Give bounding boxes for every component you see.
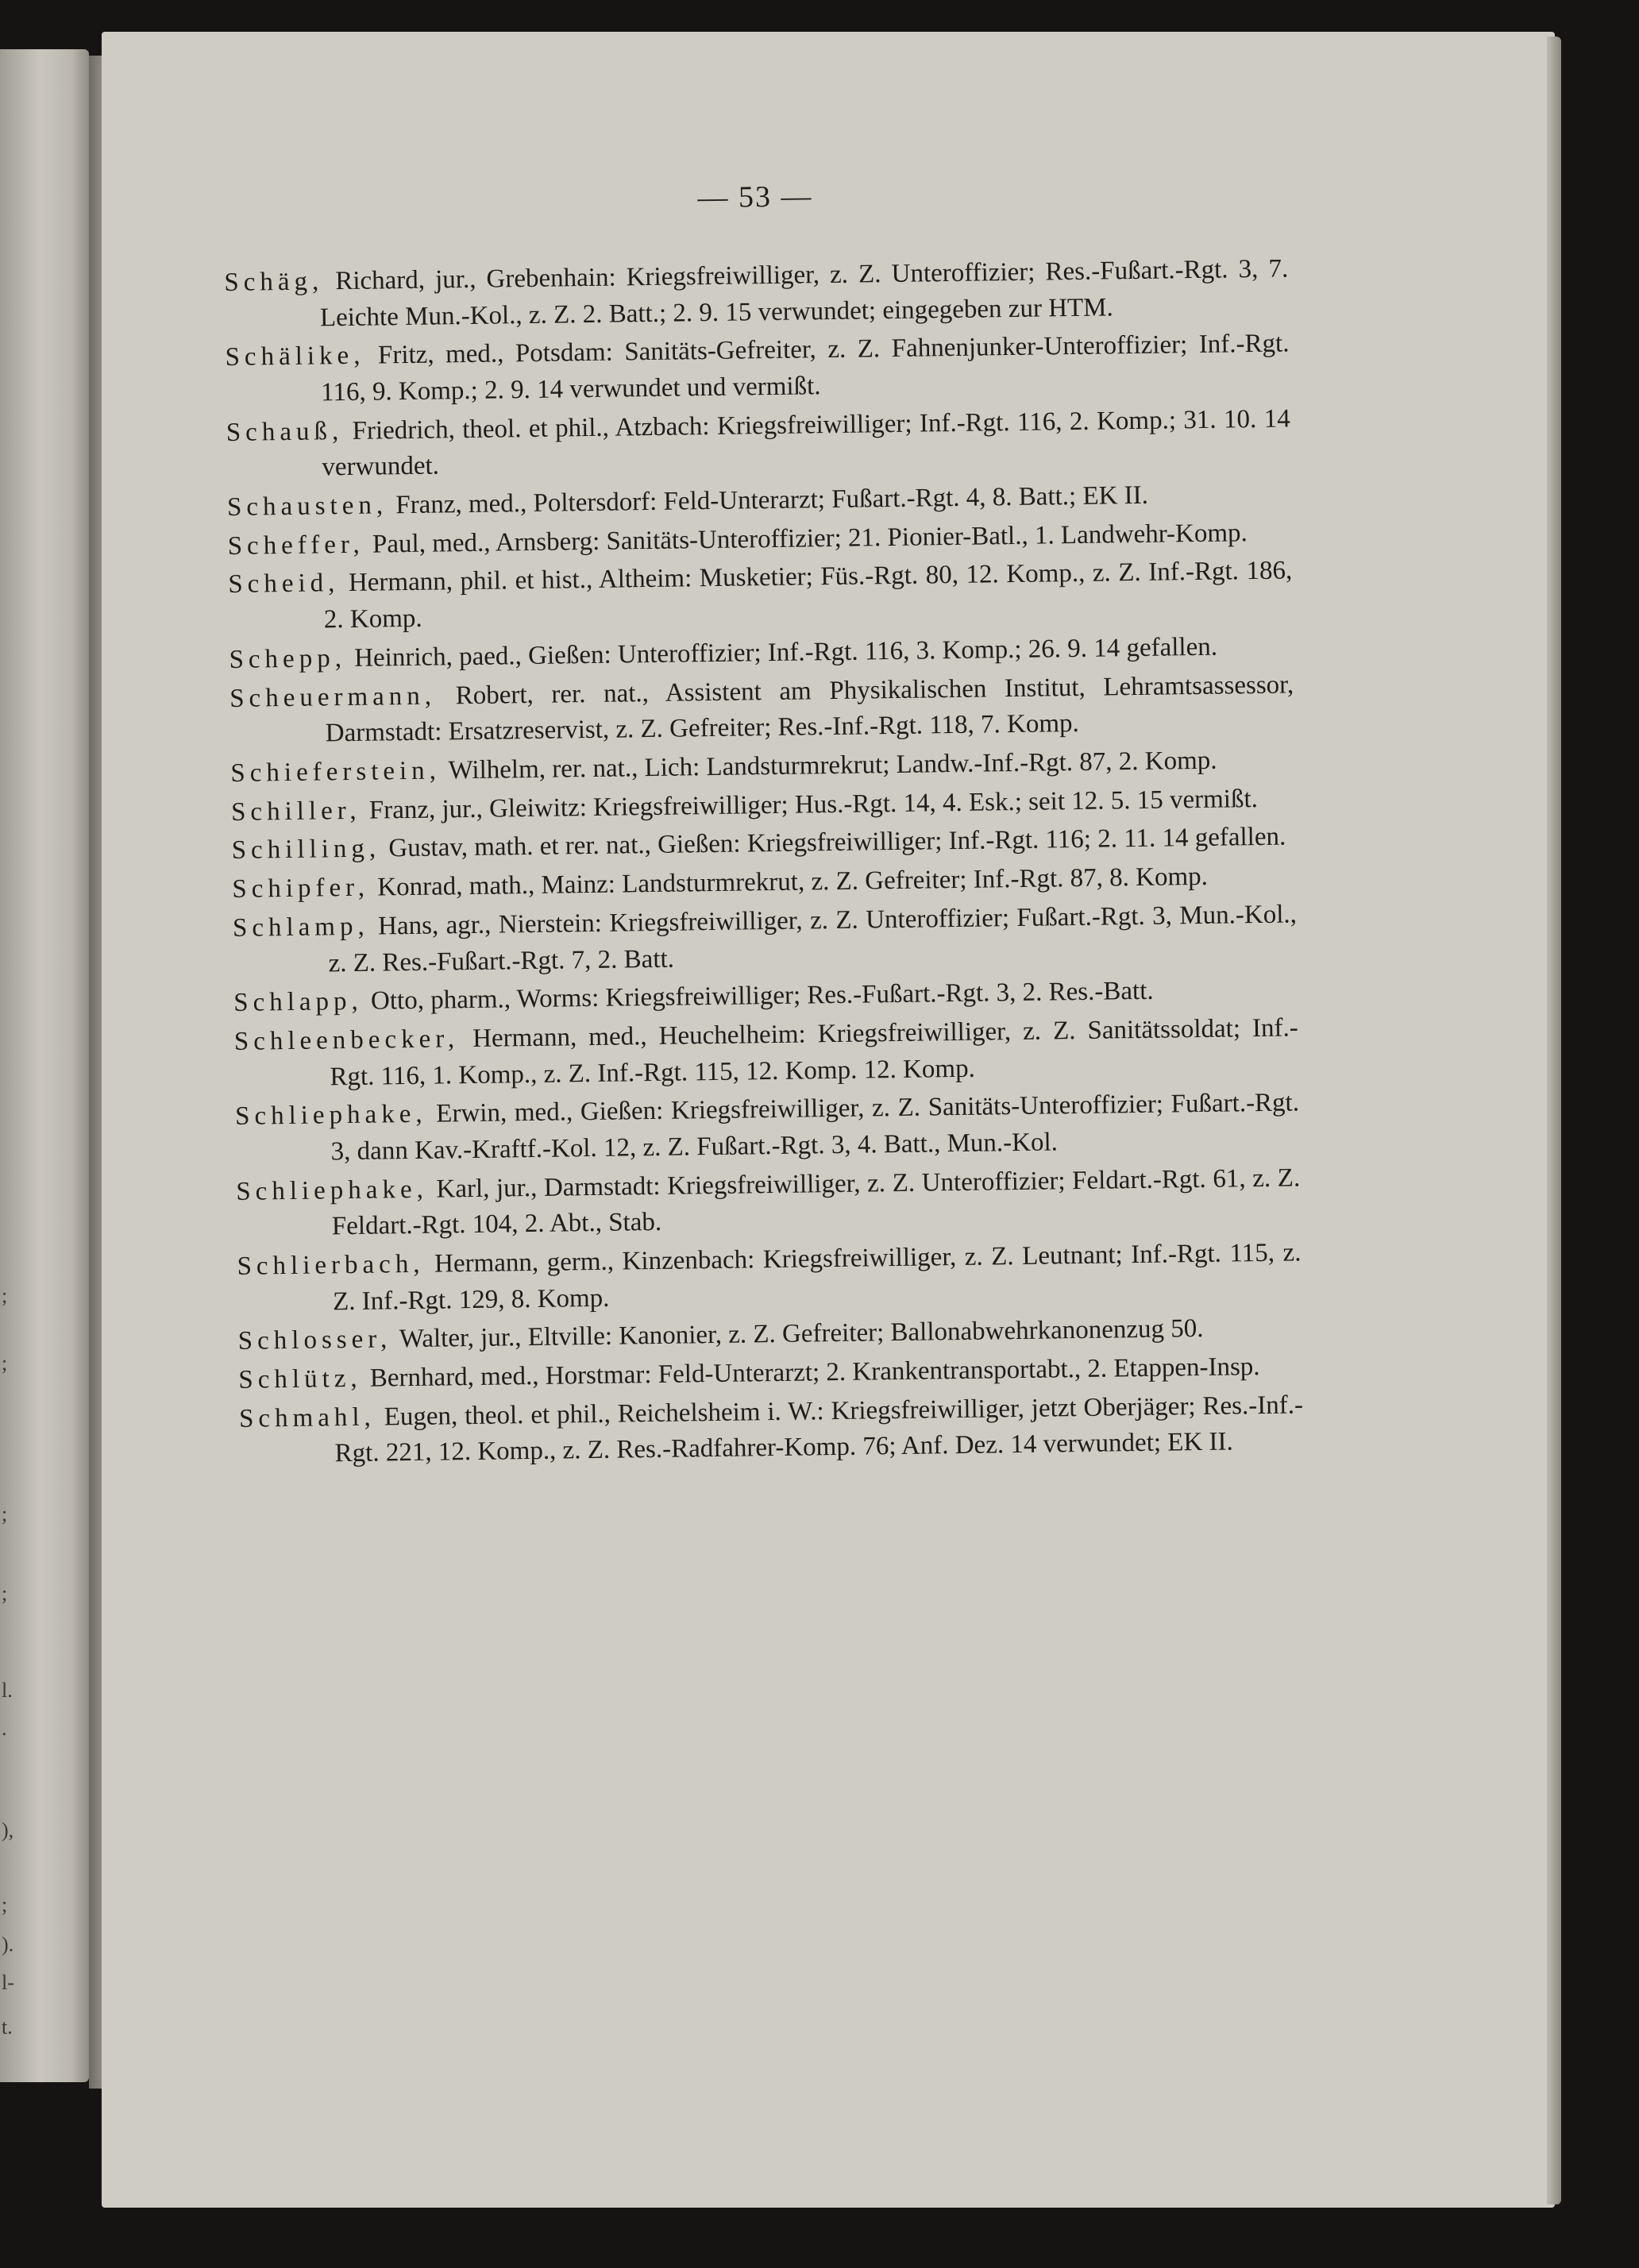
entry-text: Franz, jur., Gleiwitz: Kriegsfreiwilliger; Hus.-Rgt. 14, 4. Esk.; seit 12. 5. 15 vermißt. — [368, 784, 1259, 825]
list-item — [236, 1160, 1301, 1247]
entry-text: Bernhard, med., Horstmar: Feld-Unterarzt; 2. Krankentransportabt., 2. Etappen-Insp. — [369, 1352, 1260, 1393]
list-item — [229, 667, 1294, 754]
list-item — [239, 1387, 1304, 1474]
entry-surname: Schauß, — [226, 416, 344, 447]
entry-surname: Scheuermann, — [229, 681, 437, 713]
entry-surname: Schlierbach, — [237, 1249, 425, 1281]
entry-text: Hermann, med., Heuchelheim: Kriegsfreiwilliger, z. Z. Sanitätssoldat; Inf.-Rgt. 116, 1. Komp., z. Z. Inf.-Rgt. 115, 12. Komp. 12. Komp. — [330, 1013, 1298, 1091]
entry-surname: Schleenbecker, — [233, 1024, 460, 1057]
margin-mark: ), — [2, 1819, 14, 1842]
entry-text: Friedrich, theol. et phil., Atzbach: Kriegsfreiwilliger; Inf.-Rgt. 116, 2. Komp.; 31. 10. 14 verwundet. — [322, 404, 1290, 482]
entry-text: Heinrich, paed., Gießen: Unteroffizier; Inf.-Rgt. 116, 3. Komp.; 26. 9. 14 gefallen. — [353, 632, 1218, 673]
entry-text: Hermann, germ., Kinzenbach: Kriegsfreiwilliger, z. Z. Leutnant; Inf.-Rgt. 115, z. Z. Inf.-Rgt. 129, 8. Komp. — [332, 1238, 1302, 1316]
entry-text: Robert, rer. nat., Assistent am Physikalischen Institut, Lehramtsassessor, Darmstadt: Ersatzreservist, z. Z. Gefreiter; Res.-Inf.-Rgt. 118, 7. Komp. — [325, 669, 1294, 748]
margin-mark: . — [2, 1717, 7, 1740]
entry-surname: Schälike, — [225, 341, 365, 372]
entry-surname: Schlosser, — [237, 1325, 392, 1356]
list-item — [233, 897, 1298, 983]
entry-text: Wilhelm, rer. nat., Lich: Landsturmrekrut; Landw.-Inf.-Rgt. 87, 2. Komp. — [448, 746, 1217, 785]
entry-surname: Schepp, — [229, 643, 347, 674]
entry-surname: Schlütz, — [238, 1364, 362, 1395]
entry-text: Hans, agr., Nierstein: Kriegsfreiwilliger, z. Z. Unteroffizier; Fußart.-Rgt. 3, Mun.-Kol., z. Z. Res.-Fußart.-Rgt. 7, 2. Batt. — [328, 900, 1298, 978]
entry-surname: Schiller, — [230, 796, 361, 827]
entry-surname: Schliephake, — [234, 1100, 427, 1132]
entry-text: Gustav, math. et rer. nat., Gießen: Kriegsfreiwilliger; Inf.-Rgt. 116; 2. 11. 14 gefallen. — [388, 823, 1286, 863]
entry-text: Paul, med., Arnsberg: Sanitäts-Unteroffizier; 21. Pionier-Batl., 1. Landwehr-Komp. — [372, 518, 1248, 559]
list-item — [226, 401, 1291, 488]
entry-text: Fritz, med., Potsdam: Sanitäts-Gefreiter, z. Z. Fahnenjunker-Unteroffizier; Inf.-Rgt. 116, 9. Komp.; 2. 9. 14 verwundet und vermißt. — [320, 329, 1290, 407]
left-page-edge — [0, 49, 89, 2082]
list-item — [235, 1086, 1300, 1172]
list-item — [224, 251, 1289, 338]
margin-mark: l- — [2, 1971, 14, 1994]
page-number: — 53 — — [697, 179, 813, 215]
entry-surname: Scheid, — [228, 569, 340, 600]
entry-surname: Scheffer, — [227, 530, 365, 561]
text-column — [224, 179, 1304, 1476]
entry-surname: Schipfer, — [232, 873, 370, 904]
margin-mark: l. — [2, 1679, 13, 1702]
entry-text: Walter, jur., Eltville: Kanonier, z. Z. Gefreiter; Ballonabwehrkanonenzug 50. — [399, 1314, 1204, 1354]
margin-mark: t. — [2, 2015, 13, 2038]
entry-text: Richard, jur., Grebenhain: Kriegsfreiwilliger, z. Z. Unteroffizier; Res.-Fußart.-Rgt. 3, 7. Leichte Mun.-Kol., z. Z. 2. Batt.; 2. 9. 15 verwundet; eingegeben zur HTM. — [319, 254, 1289, 332]
entry-text: Karl, jur., Darmstadt: Kriegsfreiwilliger, z. Z. Unteroffizier; Feldart.-Rgt. 61, z. Z. Feldart.-Rgt. 104, 2. Abt., Stab. — [331, 1163, 1301, 1241]
page-edge — [1547, 37, 1561, 2204]
entry-text: Erwin, med., Gießen: Kriegsfreiwilliger, z. Z. Sanitäts-Unteroffizier; Fußart.-Rgt. 3, dann Kav.-Kraftf.-Kol. 12, z. Z. Fußart.-Rgt. 3, 4. Batt., Mun.-Kol. — [330, 1088, 1300, 1167]
list-item — [228, 554, 1293, 640]
entry-text: Konrad, math., Mainz: Landsturmrekrut, z. Z. Gefreiter; Inf.-Rgt. 87, 8. Komp. — [377, 862, 1209, 902]
entry-text: Hermann, phil. et hist., Altheim: Musketier; Füs.-Rgt. 80, 12. Komp., z. Z. Inf.-Rgt. 186, 2. Komp. — [323, 556, 1293, 634]
entry-surname: Schäg, — [224, 267, 324, 297]
entry-surname: Schieferstein, — [230, 756, 442, 788]
margin-mark: ; — [2, 1502, 8, 1526]
margin-mark: ; — [2, 1284, 8, 1307]
entry-text: Eugen, theol. et phil., Reichelsheim i. W.: Kriegsfreiwilliger, jetzt Oberjäger; Res.-Inf.-Rgt. 221, 12. Komp., z. Z. Res.-Radfahrer-Komp. 76; Anf. Dez. 14 verwundet; EK II. — [334, 1390, 1304, 1468]
entry-text: Otto, pharm., Worms: Kriegsfreiwilliger; Res.-Fußart.-Rgt. 3, 2. Res.-Batt. — [370, 977, 1154, 1016]
entry-text: Franz, med., Poltersdorf: Feld-Unterarzt; Fußart.-Rgt. 4, 8. Batt.; EK II. — [395, 480, 1149, 520]
entry-surname: Schliephake, — [236, 1174, 429, 1206]
margin-mark: ; — [2, 1893, 8, 1916]
margin-mark: ; — [2, 1582, 8, 1605]
entry-surname: Schlapp, — [233, 987, 364, 1018]
list-item — [234, 1011, 1299, 1097]
entry-surname: Schausten, — [226, 491, 388, 522]
entry-surname: Schmahl, — [238, 1402, 376, 1433]
entry-surname: Schilling, — [231, 834, 381, 866]
margin-mark: ; — [2, 1352, 8, 1375]
margin-mark: ). — [2, 1933, 14, 1956]
list-item — [225, 326, 1290, 413]
entry-surname: Schlamp, — [232, 912, 369, 943]
list-item — [237, 1235, 1302, 1321]
